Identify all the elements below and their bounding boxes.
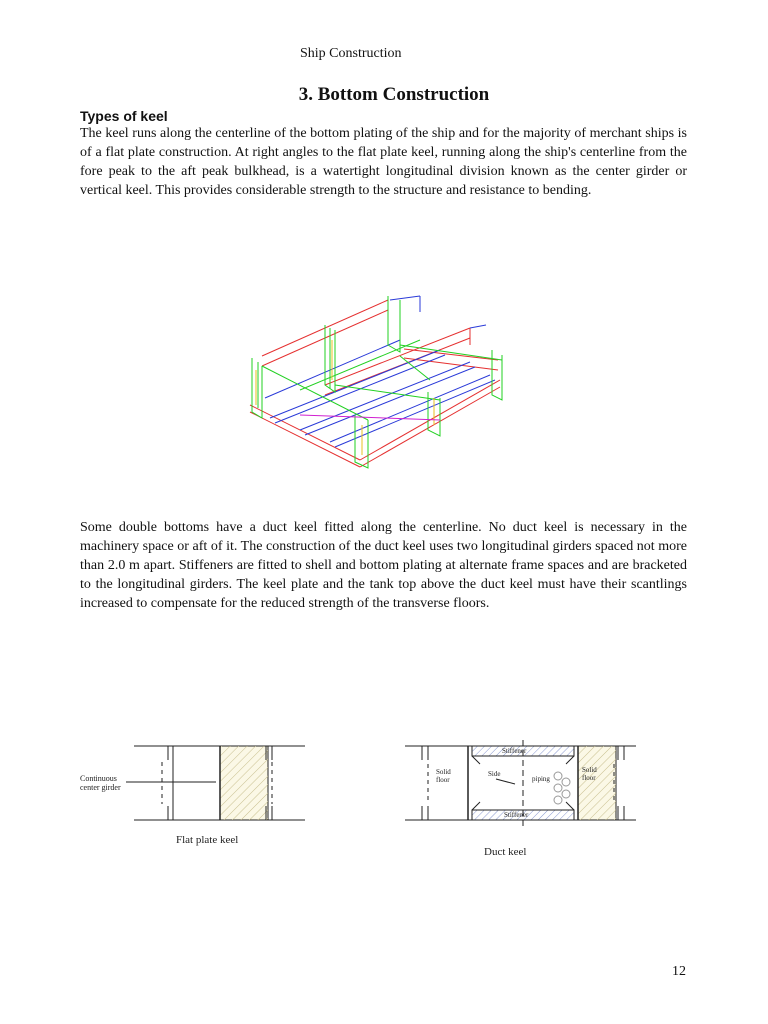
running-header: Ship Construction — [300, 46, 402, 61]
stiffener-bottom-label: Stiffener — [504, 811, 529, 819]
continuous-center-girder-label-1: Continuous — [80, 774, 117, 783]
section-heading: Types of keel — [80, 108, 168, 124]
page-title: 3. Bottom Construction — [298, 84, 490, 105]
solid-floor-right-label-1: Solid — [582, 766, 597, 774]
piping-label: piping — [532, 775, 550, 783]
continuous-center-girder-label-2: center girder — [80, 783, 121, 792]
page-number: 12 — [672, 964, 686, 979]
duct-keel-caption: Duct keel — [484, 846, 527, 858]
paragraph-keel-intro: The keel runs along the centerline of the bottom plating of the ship and for the majority of merchant ships is of a flat plate construction. At right angles to the flat plate keel, running along the ship's centerline from the fore peak to the aft peak bulkhead, is a watertight longitudinal division known as the center girder or vertical keel. This provides considerable strength to the structure and resistance to bending. — [80, 126, 687, 198]
solid-floor-right-label-2: floor — [582, 774, 596, 782]
stiffener-top-label: Stiffener — [502, 747, 527, 755]
flat-plate-keel-caption: Flat plate keel — [176, 834, 239, 846]
paragraph-duct-keel: Some double bottoms have a duct keel fitted along the centerline. No duct keel is necessary in the machinery space or aft of it. The construction of the duct keel uses two longitudinal girders spaced not more than 2.0 m apart. Stiffeners are fitted to shell and bottom plating at alternate frame spaces and are bracketed to the longitudinal girders. The keel plate and the tank top above the duct keel must have their scantlings increased to compensate for the reduced strength of the transverse floors. — [80, 520, 687, 611]
solid-floor-left-label-2: floor — [436, 776, 450, 784]
solid-floor-left-label-1: Solid — [436, 768, 451, 776]
side-label: Side — [488, 770, 501, 778]
